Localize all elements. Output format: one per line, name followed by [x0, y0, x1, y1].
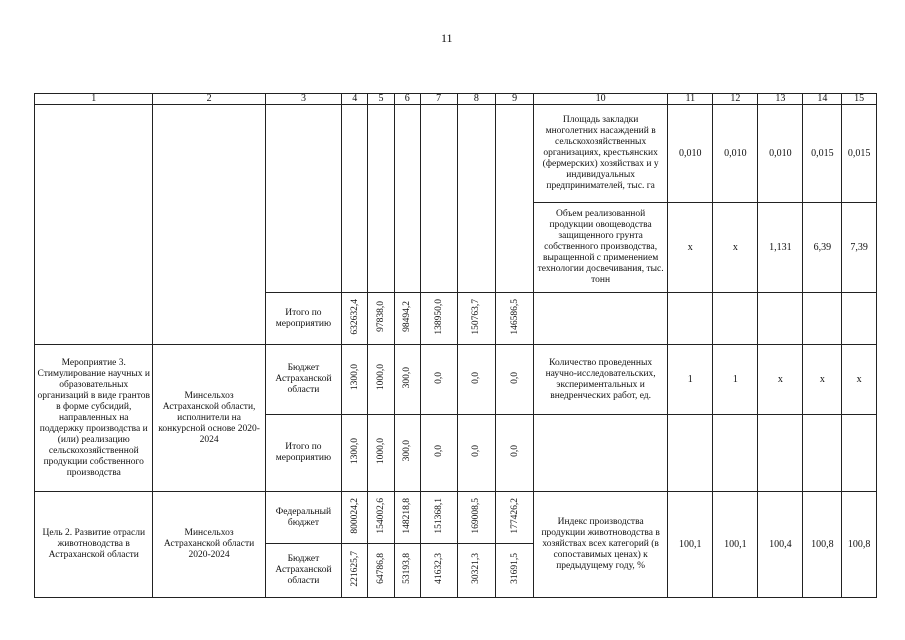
amount-cell: 221625,7 [342, 544, 368, 598]
indicator-value: 100,8 [842, 492, 877, 598]
indicator-value: 100,8 [803, 492, 842, 598]
indicator-value: 100,1 [668, 492, 713, 598]
indicator-cell: Индекс производства продукции животноводства в хозяйствах всех категорий (в сопоставимых ценах) к предыдущему году, % [534, 492, 668, 598]
table-row [35, 345, 877, 415]
indicator-value [713, 293, 758, 345]
table-row [35, 105, 877, 203]
executor-cell [153, 105, 265, 345]
indicator-cell: Площадь закладки многолетних насаждений в сельскохозяйственных организациях, крестьянских (фермерских) хозяйствах и у индивидуальных предпринимателей, тыс. га [534, 105, 668, 203]
measure-cell [35, 105, 153, 345]
amount-cell: 0,0 [496, 345, 534, 415]
amount-cell: 1000,0 [368, 415, 394, 492]
indicator-value [842, 293, 877, 345]
indicator-value [668, 293, 713, 345]
goal-cell: Цель 2. Развитие отрасли животноводства в Астраханской области [35, 492, 153, 598]
indicator-value: 6,39 [803, 203, 842, 293]
indicator-value [668, 415, 713, 492]
indicator-cell: Количество проведенных научно-исследовательских, экспериментальных и внедренческих работ, ед. [534, 345, 668, 415]
source-cell: Итого по мероприятию [265, 415, 342, 492]
amount-cell: 154002,6 [368, 492, 394, 544]
column-number: 15 [842, 94, 877, 105]
executor-cell: Минсельхоз Астраханской области 2020-2024 [153, 492, 265, 598]
amount-cell: 1300,0 [342, 415, 368, 492]
amount-cell: 53193,8 [394, 544, 420, 598]
column-number: 7 [420, 94, 457, 105]
amount-cell [394, 105, 420, 293]
amount-cell: 98494,2 [394, 293, 420, 345]
amount-cell: 0,0 [420, 415, 457, 492]
indicator-value: 0,010 [668, 105, 713, 203]
indicator-value [803, 415, 842, 492]
indicator-value: 100,1 [713, 492, 758, 598]
amount-cell [420, 105, 457, 293]
column-number: 3 [265, 94, 342, 105]
indicator-value: 0,015 [842, 105, 877, 203]
indicator-value [803, 293, 842, 345]
amount-cell [457, 105, 496, 293]
amount-cell: 64786,8 [368, 544, 394, 598]
indicator-value: 7,39 [842, 203, 877, 293]
indicator-value [842, 415, 877, 492]
indicator-value: х [713, 203, 758, 293]
amount-cell: 632632,4 [342, 293, 368, 345]
amount-cell [342, 105, 368, 293]
column-number: 6 [394, 94, 420, 105]
column-number: 8 [457, 94, 496, 105]
indicator-value: 0,010 [758, 105, 803, 203]
amount-cell: 41632,3 [420, 544, 457, 598]
indicator-value: 1 [713, 345, 758, 415]
indicator-value: 0,010 [713, 105, 758, 203]
indicator-cell: Объем реализованной продукции овощеводства защищенного грунта собственного производства, выращенной с применением технологии досвечивания, тыс. тонн [534, 203, 668, 293]
column-number: 2 [153, 94, 265, 105]
amount-cell: 300,0 [394, 415, 420, 492]
measure-cell: Мероприятие 3. Стимулирование научных и образовательных организаций в виде грантов в форме субсидий, направленных на поддержку производства и (или) реализацию сельскохозяйственной продукции собственного производства [35, 345, 153, 492]
amount-cell: 150763,7 [457, 293, 496, 345]
amount-cell: 151368,1 [420, 492, 457, 544]
column-number: 14 [803, 94, 842, 105]
indicator-cell [534, 293, 668, 345]
source-cell: Итого по мероприятию [265, 293, 342, 345]
indicator-value: 100,4 [758, 492, 803, 598]
indicator-value: х [668, 203, 713, 293]
source-cell: Бюджет Астраханской области [265, 345, 342, 415]
amount-cell: 0,0 [457, 345, 496, 415]
amount-cell: 300,0 [394, 345, 420, 415]
amount-cell [368, 105, 394, 293]
indicator-value: х [842, 345, 877, 415]
amount-cell: 1300,0 [342, 345, 368, 415]
amount-cell: 97838,0 [368, 293, 394, 345]
executor-cell: Минсельхоз Астраханской области, исполнители на конкурсной основе 2020-2024 [153, 345, 265, 492]
indicator-value [713, 415, 758, 492]
amount-cell: 169008,5 [457, 492, 496, 544]
column-number: 4 [342, 94, 368, 105]
column-number: 11 [668, 94, 713, 105]
source-cell: Федеральный бюджет [265, 492, 342, 544]
amount-cell [496, 105, 534, 293]
amount-cell: 0,0 [420, 345, 457, 415]
source-cell [265, 105, 342, 293]
amount-cell: 30321,3 [457, 544, 496, 598]
indicator-value: 1 [668, 345, 713, 415]
page-number: 11 [441, 31, 453, 45]
indicator-value: 0,015 [803, 105, 842, 203]
amount-cell: 31691,5 [496, 544, 534, 598]
source-cell: Бюджет Астраханской области [265, 544, 342, 598]
column-number: 10 [534, 94, 668, 105]
amount-cell: 0,0 [457, 415, 496, 492]
indicator-value: х [758, 345, 803, 415]
amount-cell: 1000,0 [368, 345, 394, 415]
table-row [35, 492, 877, 544]
column-number: 5 [368, 94, 394, 105]
column-numbers-row [35, 94, 877, 105]
column-number: 12 [713, 94, 758, 105]
indicator-cell [534, 415, 668, 492]
amount-cell: 148218,8 [394, 492, 420, 544]
amount-cell: 800024,2 [342, 492, 368, 544]
indicator-value: 1,131 [758, 203, 803, 293]
column-number: 1 [35, 94, 153, 105]
indicator-value [758, 415, 803, 492]
indicator-value [758, 293, 803, 345]
amount-cell: 0,0 [496, 415, 534, 492]
column-number: 13 [758, 94, 803, 105]
amount-cell: 146586,5 [496, 293, 534, 345]
column-number: 9 [496, 94, 534, 105]
amount-cell: 138950,0 [420, 293, 457, 345]
indicator-value: х [803, 345, 842, 415]
program-table [34, 93, 877, 598]
amount-cell: 177426,2 [496, 492, 534, 544]
